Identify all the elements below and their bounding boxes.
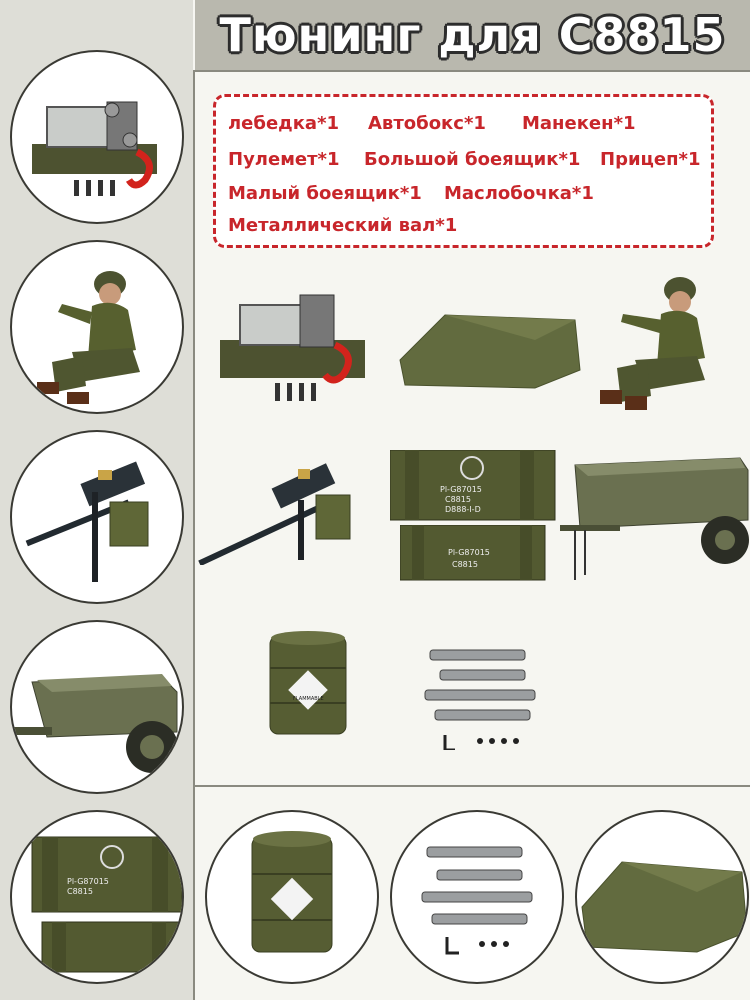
- tarp-main-icon: [395, 300, 585, 390]
- crate-text-2: C8815: [67, 887, 93, 896]
- circle-machine-gun: [10, 430, 184, 604]
- item-oil-barrel: Маслобочка*1: [444, 183, 594, 204]
- soldier-figure-icon: [12, 242, 182, 412]
- big-crate-main-icon: [390, 450, 560, 525]
- item-metal-shaft: Металлический вал*1: [228, 215, 458, 236]
- header-banner: [195, 0, 750, 72]
- ammo-crate-icon: [12, 812, 182, 982]
- circle-soldier: [10, 240, 184, 414]
- item-trailer: Прицеп*1: [600, 149, 701, 170]
- divider-vertical: [193, 70, 195, 1000]
- small-crate-text-2: C8815: [452, 560, 478, 569]
- winch-icon: [12, 52, 182, 222]
- crate-main-text-3: D888-I-D: [445, 505, 481, 514]
- crate-text-1: Pl-G87015: [67, 877, 109, 886]
- trailer-icon: [12, 622, 182, 792]
- oil-barrel-icon: [207, 812, 377, 982]
- small-crate-text-1: Pl-G87015: [448, 548, 490, 557]
- circle-drive-shafts: [390, 810, 564, 984]
- item-mannequin: Манекен*1: [522, 113, 636, 134]
- item-big-crate: Большой боеящик*1: [364, 149, 581, 170]
- item-small-crate: Малый боеящик*1: [228, 183, 422, 204]
- trailer-main-icon: [560, 450, 750, 590]
- page-title: Тюнинг для C8815: [219, 8, 726, 62]
- divider-horizontal: [193, 785, 750, 787]
- barrel-label: FLAMMABLE: [293, 696, 324, 702]
- circle-winch: [10, 50, 184, 224]
- small-crate-main-icon: [400, 525, 550, 585]
- item-machine-gun: Пулемет*1: [228, 149, 340, 170]
- oil-barrel-main-icon: [268, 628, 348, 738]
- tarp-icon: [577, 812, 747, 982]
- item-list-box: [213, 94, 714, 248]
- winch-main-icon: [220, 285, 370, 415]
- drive-shaft-main-icon: [420, 645, 540, 750]
- item-winch: лебедка*1: [228, 113, 340, 134]
- circle-tarp: [575, 810, 749, 984]
- machine-gun-icon: [12, 432, 182, 602]
- crate-main-text-1: Pl-G87015: [440, 485, 482, 494]
- circle-crates: [10, 810, 184, 984]
- drive-shaft-icon: [392, 812, 562, 982]
- soldier-main-icon: [595, 272, 730, 422]
- crate-main-text-2: C8815: [445, 495, 471, 504]
- circle-trailer: [10, 620, 184, 794]
- item-autobox: Автобокс*1: [368, 113, 486, 134]
- machine-gun-main-icon: [198, 455, 388, 565]
- circle-barrel: [205, 810, 379, 984]
